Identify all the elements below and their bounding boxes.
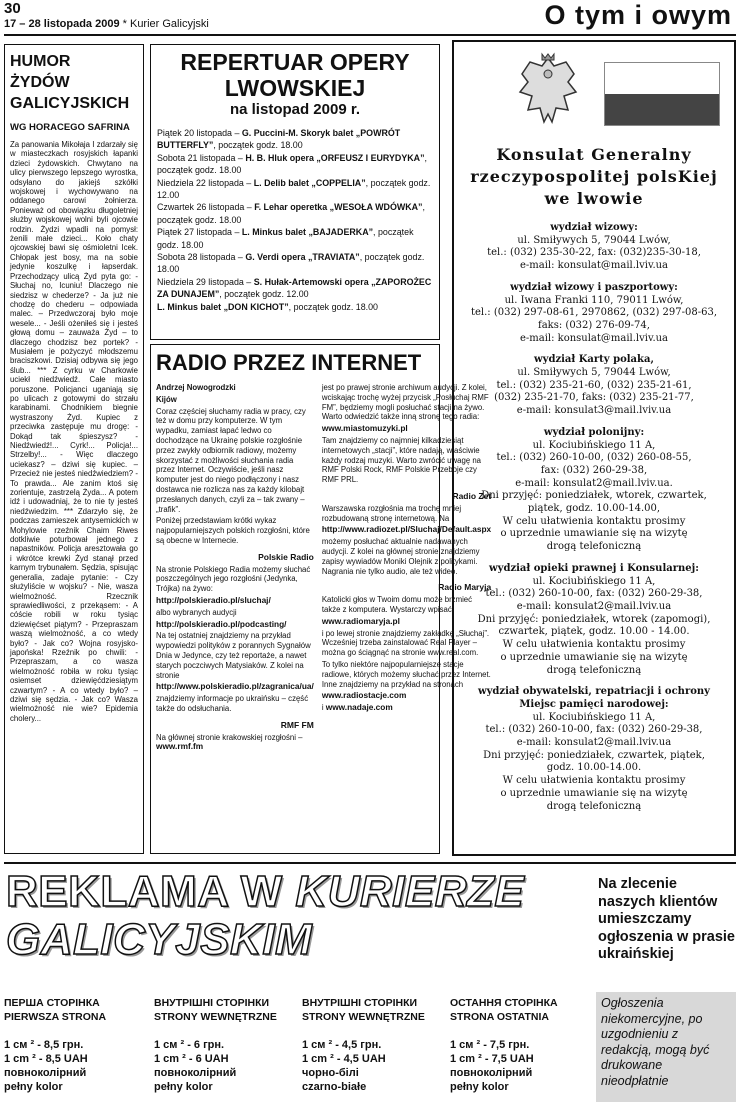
- department-line: ul. Kociubińskiego 11 A,: [532, 711, 656, 723]
- humor-title-line-2: ŻYDÓW: [10, 74, 70, 91]
- opera-entry-title: S. Hułak-Artemowski opera „ZAPOROŻEC ZA DUNAJEM”: [157, 276, 432, 300]
- section-title: O tym i owym: [544, 0, 732, 30]
- radio-subhead-rmf: RMF FM: [280, 719, 314, 730]
- radio-link[interactable]: http://www.polskieradio.pl/zagranica/ua/: [156, 681, 314, 692]
- header-rule: [4, 34, 736, 36]
- radio-paragraph-text: i: [321, 703, 324, 713]
- price-uah-line: 1 cm ² - 7,5 UAH: [450, 1053, 534, 1065]
- radio-link[interactable]: www.rmf.fm: [156, 741, 204, 752]
- ad-rule: [4, 862, 736, 864]
- opera-entry: [157, 276, 433, 301]
- opera-entry: [157, 226, 433, 251]
- price-block: [154, 996, 294, 1094]
- publication-name: * Kurier Galicyjski: [122, 18, 209, 30]
- department-line: o uprzednie umawianie się na wizytę: [500, 528, 688, 540]
- opera-entry-title: L. Minkus balet „BAJADERKA”: [241, 227, 374, 238]
- radio-paragraph: [156, 733, 314, 753]
- opera-entry-day: Niedziela 22 listopada –: [157, 177, 252, 188]
- department-line: tel.: (032) 260-10-00, fax: (032) 260-29-38,: [485, 724, 703, 736]
- department-line: e-mail: konsulat@mail.lviv.ua: [519, 260, 669, 272]
- radio-link[interactable]: www.miastomuzyki.pl: [321, 423, 408, 434]
- radio-paragraph-text: Na głównej stronie krakowskiej rozgłośni –: [156, 732, 303, 742]
- opera-entry-time: , początek godz. 18.00: [157, 252, 425, 275]
- radio-author: Andrzej Nowogrodzki: [156, 383, 236, 392]
- opera-entry: [157, 127, 433, 152]
- consulate-department: [460, 282, 728, 346]
- price-color-ua: чорно-білі: [302, 1067, 359, 1079]
- humor-text: Za panowania Mikołaja I zdarzały się w miasteczkach rosyjskich łapanki dzieci żydowskich. Chwytano na ulicy pierwszego lepszego wyrostka, odsyłano do jakiejś szkółki wojskowej i wychowywano na oddanego carowi żołnierza. Ponieważ od obowiązku długoletniej służby wojskowej wolni byli ojcowie rodzin. Żydzi wpadli na pomysł: żenili małe dzieci... Koło chaty ojcowskiej bawi się ośmioletni Icek. Chłopak jest bosy, ma na sobie jedynie koszulkę i łapserdak. Przechodzący ulicą Żyd pyta go: - Słuchaj no, Icuniu! Dlaczego nie siedzisz w chederze? - Ja już nie chodzę do chederu – odpowiada malec. – Przedwczoraj było moje wesele... - Jeśli ożeniłeś się i jesteś głową domu – zauważa Żyd – to dlaczego chodzisz bez portek? - Musiałem je pożyczyć młodszemu braciszkowi. Dzisiaj odbywa się jego ślub... *** Z cyrku w Charkowie uciekł niedźwiedź. Całe miasto poruszone. Policjanci uganiają się po ulicach z gotowymi do strzału karabinami. Chodnikiem biegnie wystraszony Żyd. Kupiec z przeciwka zastępuje mu drogę: - Dokąd tak śpieszysz? - Niedźwiedź!... Cyrk!... Policja!... Strzelby!... - Więc dlaczego uciekasz? – dziwi się kupiec. – Przecież nie jesteś niedźwiedziem? - To prawda... Ale zanim ktoś się zorientuje, zastrzelą Żyda... A potem idź i udowadniaj, że to nie ty jesteś niedźwiedzim. *** Zdarzyło się, że podczas zamieszek antysemickich w Mohylowie rzeźnik Chaim Riwes dotkliwie poturbował jednego z napastników. Policja aresztowała go i wkrótce krewki Żyd stanął przed karnym trybunałem. Sędzia, spisując generalia, zadaje pytanie: - Czy służyliście w wojsku? - Nie, wasza wielmożność. Rzecznik sprawiedliwości, z przekąsem: - A cóście robili w roku tysiąc dziewięćset piątym? - Przepraszam waszą wielmożność, a co wtedy było? - Jak co? Wojna rosyjsko-japońska! Rzeźnik po chwili: - Przepraszam, a co wasza wielmożność robiła w roku tysiąc osiemset dziewięćdziesiątym czwartym? - A co wtedy było? – dziwi się sędzia. - Jak co? Wasza wielmożność nie wie? Epidemia cholery...: [10, 140, 138, 723]
- consulate-departments: [460, 222, 728, 822]
- consulate-department: [460, 427, 728, 554]
- price-block: [302, 996, 442, 1094]
- department-line: drogą telefoniczną: [546, 800, 642, 812]
- polish-flag-icon: [604, 62, 720, 126]
- radio-city: Kijów: [156, 394, 177, 404]
- department-line: ul. Kociubińskiego 11 A,: [532, 439, 656, 451]
- department-line: Dni przyjęć: poniedziałek, czwartek, piątek,: [483, 749, 705, 761]
- price-uah-line: 1 см ² - 6 грн.: [154, 1039, 225, 1051]
- radio-link[interactable]: http://www.radiozet.pl/Sluchaj/Default.aspx: [321, 524, 492, 535]
- issue-line: [4, 18, 209, 30]
- radio-subhead-maryja: Radio Maryja: [438, 582, 492, 593]
- opera-repertoire: [150, 44, 440, 340]
- ad-title-plain: REKLAMA W: [6, 867, 283, 916]
- department-line: drogą telefoniczną: [546, 664, 642, 676]
- page-number: 30: [4, 0, 21, 17]
- ad-title-italic-2: GALICYJSKIM: [6, 915, 313, 964]
- price-color-pl: pełny kolor: [4, 1081, 63, 1093]
- price-uah-line: 1 см ² - 7,5 грн.: [450, 1039, 530, 1051]
- price-name-pl: STRONY WEWNĘTRZNE: [154, 1011, 277, 1023]
- department-line: drogą telefoniczną: [546, 541, 642, 553]
- department-line: W celu ułatwienia kontaktu prosimy: [502, 775, 686, 787]
- humor-title-line-3: GALICYJSKICH: [10, 95, 130, 112]
- price-uah-line: 1 см ² - 8,5 грн.: [4, 1039, 84, 1051]
- price-name-pl: STRONA OSTATNIA: [450, 1011, 549, 1023]
- price-uah-line: 1 cm ² - 8,5 UAH: [4, 1053, 88, 1065]
- ad-title-italic-1: KURIERZE: [295, 867, 525, 916]
- radio-subhead-polskie: Polskie Radio: [258, 551, 314, 562]
- opera-entry-title: F. Lehar operetka „WESOŁA WDÓWKA”: [254, 202, 423, 213]
- issue-date: 17 – 28 listopada 2009: [4, 18, 120, 30]
- radio-paragraph: Poniżej przedstawiam krótki wykaz najpopularniejszych polskich rozgłośni, które są obecne w Internecie.: [156, 516, 310, 545]
- opera-entry-time: , początek godz. 12.00: [219, 289, 309, 300]
- radio-paragraph: Katolicki głos w Twoim domu może brzmieć także z komputera. Wystarczy wpisać:: [321, 595, 473, 614]
- department-line: (032) 235-21-70, faks: (032) 235-21-77,: [494, 392, 694, 404]
- radio-paragraph: Tam znajdziemy co najmniej kilkadziesiąt internetowych „stacji”, które nadają, właściwie każdy rodzaj muzyki. Warto zwrócić uwagę na RMF Polski Rock, RMF Polskie Przeboje czy RMF PRL.: [321, 435, 481, 485]
- department-heading: wydział Karty polaka,: [534, 354, 654, 366]
- price-color-ua: повноколірний: [4, 1067, 87, 1079]
- department-line: tel.: (032) 260-10-00, fax: (032) 260-29-38,: [485, 588, 703, 600]
- price-color-ua: повноколірний: [450, 1067, 533, 1079]
- opera-entry: [157, 251, 433, 276]
- price-name-ua: ВНУТРІШНІ СТОРІНКИ: [154, 997, 270, 1009]
- consulate-department: [460, 563, 728, 677]
- price-block: [4, 996, 144, 1094]
- department-heading: wydział obywatelski, repatriacji i ochrony Miejsc pamięci narodowej:: [478, 686, 710, 710]
- opera-entry-title: G. Puccini-M. Skoryk balet „POWRÓT BUTTERFLY”: [157, 128, 401, 151]
- opera-entry-time: , początek godz. 18.00: [288, 301, 378, 312]
- price-name-pl: PIERWSZA STRONA: [4, 1011, 107, 1023]
- department-line: fax: (032) 260-29-38,: [540, 464, 648, 476]
- opera-entry-time: , początek godz. 18.00: [157, 227, 414, 250]
- radio-link[interactable]: www.radiostacje.com: [321, 690, 407, 701]
- humor-title-line-1: HUMOR: [10, 53, 71, 70]
- opera-entry: [157, 301, 433, 313]
- opera-entry: [157, 177, 433, 202]
- department-line: e-mail: konsulat@mail.lviv.ua: [519, 332, 669, 344]
- department-line: faks: (032) 276-09-74,: [538, 319, 650, 331]
- price-color-pl: pełny kolor: [154, 1081, 213, 1093]
- consulate-department: [460, 222, 728, 273]
- department-line: Dni przyjęć: poniedziałek, wtorek, czwartek,: [481, 490, 707, 502]
- consulate-department: [460, 354, 728, 418]
- opera-entry-time: , początek godz. 18.00: [157, 202, 425, 225]
- humor-byline: WG HORACEGO SAFRINA: [10, 122, 130, 133]
- department-heading: wydział opieki prawnej i Konsularnej:: [489, 562, 699, 574]
- price-name-ua: ПЕРША СТОРІНКА: [4, 997, 100, 1009]
- opera-title: REPERTUAR OPERY LWOWSKIEJ: [180, 49, 410, 101]
- humor-article: [4, 44, 144, 854]
- radio-paragraph: jest po prawej stronie archiwum audycji. Z kolei, wciskając trochę wyżej przycisk „Posłuchaj RMF FM”, będziemy mogli posłuchać stacji na żywo. Warto odwiedzić także inną stronę tego radia:: [321, 383, 489, 422]
- radio-link[interactable]: http://polskieradio.pl/sluchaj/: [156, 594, 271, 605]
- department-line: e-mail: konsulat2@mail.lviv.ua.: [515, 477, 673, 489]
- price-uah-line: 1 cm ² - 6 UAH: [154, 1053, 229, 1065]
- opera-entry-title: L. Delib balet „COPPELIA”: [253, 177, 366, 188]
- department-line: o uprzednie umawianie się na wizytę: [500, 651, 688, 663]
- noncommercial-note: Ogłoszenia niekomercyjne, po uzgodnieniu z redakcją, mogą być drukowane nieodpłatnie: [596, 992, 736, 1102]
- department-line: e-mail: konsulat3@mail.lviv.ua: [516, 405, 672, 417]
- price-name-ua: ВНУТРІШНІ СТОРІНКИ: [302, 997, 418, 1009]
- price-name-ua: ОСТАННЯ СТОРІНКА: [450, 997, 558, 1009]
- radio-link[interactable]: www.nadaje.com: [325, 702, 393, 713]
- radio-paragraph: znajdziemy informacje po ukraińsku – część także do odsłuchania.: [156, 694, 309, 713]
- department-line: tel.: (032) 297-08-61, 2970862, (032) 297-08-63,: [470, 307, 717, 319]
- radio-title: RADIO PRZEZ INTERNET: [156, 350, 422, 375]
- department-heading: wydział polonijny:: [543, 426, 645, 438]
- price-uah-line: 1 cm ² - 4,5 UAH: [302, 1053, 386, 1065]
- department-line: Dni przyjęć: poniedziałek, wtorek (zapomogi),: [477, 613, 711, 625]
- opera-entry-title: G. Verdi opera „TRAVIATA”: [245, 252, 360, 263]
- radio-paragraph: Na stronie Polskiego Radia możemy słuchać poszczególnych jego rozgłośni (Jedynka, Trójka) na żywo:: [156, 564, 311, 594]
- department-line: e-mail: konsulat2@mail.lviv.ua: [516, 737, 672, 749]
- opera-entry-day: Piątek 27 listopada –: [157, 227, 240, 238]
- consulate-title: Konsulat Generalny rzeczypospolitej polsKiej we lwowie: [470, 145, 718, 208]
- radio-paragraph: Coraz częściej słuchamy radia w pracy, czy też w domu przy komputerze. W tym wypadku, zamiast łapać ledwo co dochodzące na Ukrainę polskie rozgłośnie przez zwykły odbiornik radiowy, możemy skorzystać z możliwości słuchania radia przez Internet. Oczywiście, jeśli nasz komputer jest do niego podłączony i nasz dostawca nie rozlicza nas za każdy kilobajt przesłanych danych, czyli za – tak zwany – „trafik”.: [156, 406, 306, 514]
- opera-entry-title: L. Minkus balet „DON KICHOT”: [157, 301, 289, 312]
- price-color-pl: pełny kolor: [450, 1081, 509, 1093]
- department-line: W celu ułatwienia kontaktu prosimy: [502, 515, 686, 527]
- opera-list: [157, 127, 433, 313]
- radio-link[interactable]: www.radiomaryja.pl: [321, 615, 400, 626]
- department-line: tel.: (032) 260-10-00, (032) 260-08-55,: [496, 452, 692, 464]
- opera-entry-day: Piątek 20 listopada –: [157, 128, 240, 138]
- price-color-pl: czarno-białe: [302, 1081, 367, 1093]
- consulate-box: [452, 40, 736, 856]
- ad-title: [6, 868, 524, 964]
- opera-entry-time: , początek godz. 18.00: [157, 152, 427, 176]
- radio-subhead-zet: Radio Zet: [452, 490, 492, 501]
- opera-entry: [157, 152, 433, 177]
- department-line: tel.: (032) 235-21-60, (032) 235-21-61,: [496, 379, 692, 391]
- department-line: ul. Smiływych 5, 79044 Lwów,: [517, 367, 671, 379]
- price-color-ua: повноколірний: [154, 1067, 237, 1079]
- eagle-emblem-icon: [514, 52, 582, 128]
- radio-article: [150, 344, 492, 854]
- radio-paragraph: Na tej ostatniej znajdziemy na przykład wypowiedzi polityków z porannych Sygnałów Dnia w Jedynce, czy też reportaże, a nawet starych poczciwych Matysiaków. Z kolei na stronie: [156, 631, 311, 680]
- opera-entry: [157, 201, 433, 226]
- department-line: godz. 10.00-14.00.: [546, 762, 642, 774]
- opera-entry-day: Sobota 28 listopada –: [157, 252, 243, 263]
- radio-paragraph: i po lewej stronie znajdziemy zakładkę „Słuchaj”. Wcześniej trzeba zainstalować Real Player – można go ściągnąć na stronie www.real.com.: [321, 628, 490, 658]
- opera-entry-title: H. B. Hluk opera „ORFEUSZ I EURYDYKA”: [245, 152, 425, 163]
- radio-paragraph: To tylko niektóre najpopularniejsze stacje radiowe, których możemy słuchać przez Internet. Inne znajdziemy na przykład na stronach: [321, 659, 491, 689]
- department-line: e-mail: konsulat2@mail.lviv.ua: [516, 600, 672, 612]
- opera-entry-time: , początek godz. 18.00: [213, 140, 303, 151]
- department-line: piątek, godz. 10.00-14.00,: [527, 503, 661, 515]
- department-line: tel.: (032) 235-30-22, fax: (032)235-30-18,: [487, 247, 701, 259]
- humor-title: [10, 51, 138, 114]
- price-uah-line: 1 см ² - 4,5 грн.: [302, 1039, 382, 1051]
- radio-col-1: [156, 383, 314, 754]
- opera-entry-day: Niedziela 29 listopada –: [157, 276, 252, 287]
- department-heading: wydział wizowy:: [550, 222, 638, 233]
- department-line: ul. Iwana Franki 110, 79011 Lwów,: [504, 294, 684, 306]
- opera-subtitle: na listopad 2009 r.: [229, 101, 361, 118]
- radio-paragraph: Warszawska rozgłośnia ma trochę mniej rozbudowaną stronę internetową. Na: [321, 503, 462, 523]
- department-line: czwartek, piątek, godz. 10.00 - 14.00.: [498, 626, 690, 638]
- radio-link[interactable]: http://polskieradio.pl/podcasting/: [156, 618, 287, 629]
- opera-entry-time: , początek godz. 12.00: [157, 177, 431, 201]
- opera-entry-day: Czwartek 26 listopada –: [157, 202, 252, 213]
- ad-side-text: Na zlecenie naszych klientów umieszczamy ogłoszenia w prasie ukraińskiej: [598, 876, 735, 962]
- department-line: o uprzednie umawianie się na wizytę: [500, 787, 688, 799]
- radio-paragraph: albo wybranych audycji: [156, 607, 237, 617]
- opera-entry-day: Sobota 21 listopada –: [157, 152, 243, 163]
- consulate-department: [460, 686, 728, 813]
- department-line: ul. Kociubińskiego 11 A,: [532, 575, 656, 587]
- department-line: W celu ułatwienia kontaktu prosimy: [502, 639, 686, 651]
- department-heading: wydział wizowy i paszportowy:: [510, 281, 678, 293]
- price-block: [450, 996, 590, 1094]
- radio-paragraph: możemy posłuchać aktualnie nadawanych audycji. Z kolei na głównej stronie znajdziemy zapisy wywiadów Moniki Olejnik z politykami. Nagrania nie tylko audio, ale też wideo.: [321, 537, 480, 576]
- department-line: ul. Smiływych 5, 79044 Lwów,: [517, 234, 671, 246]
- price-name-pl: STRONY WEWNĘTRZNE: [302, 1011, 425, 1023]
